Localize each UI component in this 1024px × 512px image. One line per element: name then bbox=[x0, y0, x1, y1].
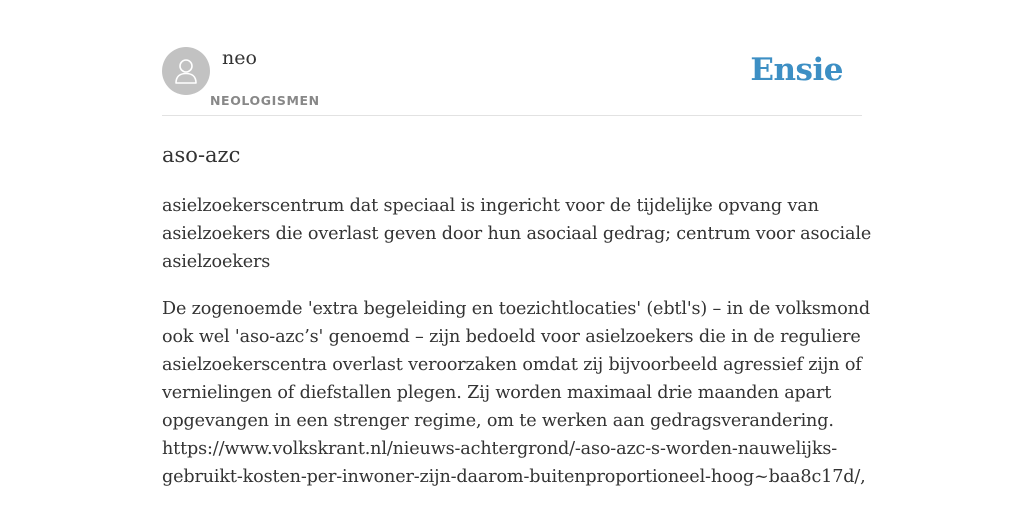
example-line: asielzoekerscentra overlast veroorzaken omdat zij bijvoorbeeld agressief zijn of bbox=[162, 355, 862, 375]
example-source-link[interactable]: gebruikt-kosten-per-inwoner-zijn-daarom-buitenproportioneel-hoog~baa8c17d/, bbox=[162, 467, 866, 487]
collection-label[interactable]: NEOLOGISMEN bbox=[210, 93, 320, 108]
definition-line: asielzoekers die overlast geven door hun asociaal gedrag; centrum voor asociale bbox=[162, 224, 872, 244]
definition-line: asielzoekers bbox=[162, 252, 271, 272]
example-line: ook wel 'aso-azc’s' genoemd – zijn bedoeld voor asielzoekers die in de reguliere bbox=[162, 327, 861, 347]
example-source-link[interactable]: https://www.volkskrant.nl/nieuws-achtergrond/-aso-azc-s-worden-nauwelijks- bbox=[162, 439, 838, 459]
entry-title: aso-azc bbox=[162, 143, 241, 167]
brand-logo[interactable]: Ensie bbox=[750, 52, 843, 88]
entry-example bbox=[162, 295, 870, 491]
example-line: De zogenoemde 'extra begeleiding en toezichtlocaties' (ebtl's) – in de volksmond bbox=[162, 299, 870, 319]
entry-definition bbox=[162, 192, 872, 276]
user-icon bbox=[171, 56, 201, 86]
author-name[interactable]: neo bbox=[222, 47, 257, 69]
example-line: vernielingen of diefstallen plegen. Zij worden maximaal drie maanden apart bbox=[162, 383, 832, 403]
avatar[interactable] bbox=[162, 47, 210, 95]
entry-header bbox=[162, 0, 862, 116]
content-container bbox=[162, 0, 872, 487]
example-line: opgevangen in een strenger regime, om te werken aan gedragsverandering. bbox=[162, 411, 834, 431]
definition-line: asielzoekerscentrum dat speciaal is ingericht voor de tijdelijke opvang van bbox=[162, 196, 819, 216]
